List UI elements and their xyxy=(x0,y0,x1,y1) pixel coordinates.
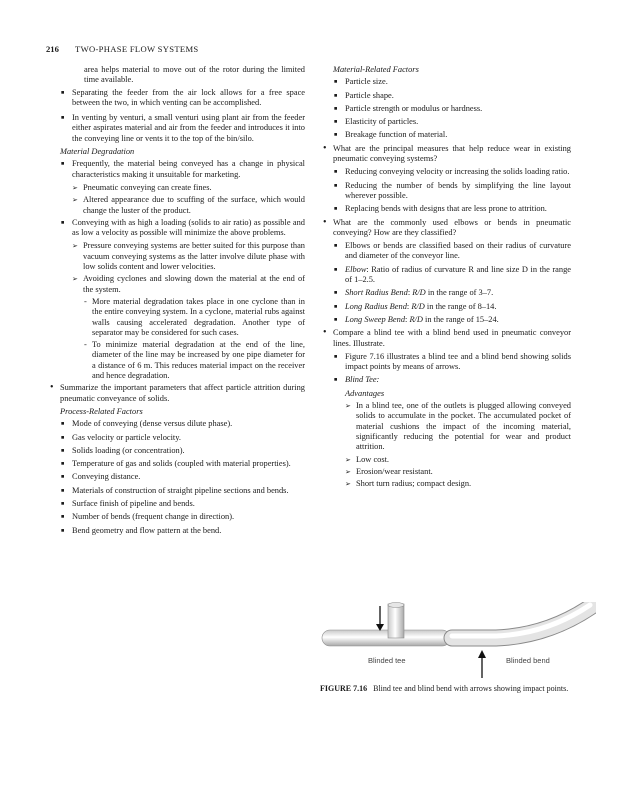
page-number: 216 xyxy=(46,44,59,54)
page-header xyxy=(46,44,198,54)
subheading-process-factors: Process-Related Factors xyxy=(60,406,143,416)
figure-reference: ■ Figure 7.16 illustrates a blind tee and a blind bend showing solids impact points by means of arrows. xyxy=(333,352,571,373)
process-factor: ■ Surface finish of pipeline and bends. xyxy=(60,499,305,509)
wear-measure: ■ Reducing conveying velocity or increasing the solids loading ratio. xyxy=(333,167,571,177)
advantage-item: ➢ Erosion/wear resistant. xyxy=(345,467,571,477)
advantage-item: ➢ In a blind tee, one of the outlets is plugged allowing conveyed solids to accumulate in the pocket. The accumulated pocket of material cushions the impact of the incoming material, significantly reducing the potential for wear and product attrition. xyxy=(345,401,571,452)
process-factor: ■ Number of bends (frequent change in direction). xyxy=(60,512,305,522)
advantages-heading: Advantages xyxy=(345,388,385,398)
caption-text: Blind tee and blind bend with arrows showing impact points. xyxy=(373,684,569,693)
dash-item-cyclone: - More material degradation takes place in one cyclone than in the entire conveying system. In a cyclone, material rubs against walls causing accelerated degradation. Another type of separator may be considered for such cases. xyxy=(84,297,305,338)
left-column xyxy=(60,65,305,539)
arrow-item-fines: ➢ Pneumatic conveying can create fines. xyxy=(72,183,305,193)
process-factor: ■ Temperature of gas and solids (coupled with material properties). xyxy=(60,459,305,469)
tee-horizontal-pipe xyxy=(322,630,450,646)
material-factor: ■ Breakage function of material. xyxy=(333,130,571,140)
bend-short-radius: ■ Short Radius Bend: R/D in the range of 3–7. xyxy=(333,288,571,298)
process-factor: ■ Conveying distance. xyxy=(60,472,305,482)
bend-elbow: ■ Elbow: Ratio of radius of curvature R and line size D in the range of 1–2.5. xyxy=(333,265,571,286)
figure-caption xyxy=(320,684,582,694)
arrow-item-appearance: ➢ Altered appearance due to scuffing of the surface, which would change the luster of the product. xyxy=(72,195,305,216)
bend-impact-arrowhead-icon xyxy=(478,650,486,658)
process-factor: ■ Mode of conveying (dense versus dilute phase). xyxy=(60,419,305,429)
running-title: TWO-PHASE FLOW SYSTEMS xyxy=(75,44,199,54)
figure-blind-tee-bend xyxy=(318,602,596,682)
bullet-high-loading: ■ Conveying with as high a loading (solids to air ratio) as possible and as low a velocity as possible will minimize the above problems. xyxy=(60,218,305,239)
question-blind-tee-bend: • Compare a blind tee with a blind bend used in pneumatic conveyor lines. Illustrate. xyxy=(323,328,571,349)
tee-pipe-end xyxy=(388,603,404,608)
label-blinded-bend: Blinded bend xyxy=(506,656,550,665)
arrow-item-pressure-systems: ➢ Pressure conveying systems are better suited for this purpose than vacuum conveying systems as the latter involve dilute phase with low solids content and lower velocities. xyxy=(72,241,305,272)
blind-tee-heading: ■ Blind Tee: xyxy=(333,375,571,385)
bullet-separating-feeder: ■ Separating the feeder from the air lock allows for a free space between the two, in which venting can be accomplished. xyxy=(60,88,305,109)
dash-item-diameter: - To minimize material degradation at the end of the line, diameter of the line may be increased by one pipe diameter for a distance of 6 m. This reduces material impact on the receiver and hence degradation. xyxy=(84,340,305,381)
process-factor: ■ Materials of construction of straight pipeline sections and bends. xyxy=(60,486,305,496)
bullet-venting-venturi: ■ In venting by venturi, a small venturi using plant air from the feeder either aspirates material and air from the feeder and introduces it into the conveying line or vents it to the top of the bin/silo. xyxy=(60,113,305,144)
wear-measure: ■ Replacing bends with designs that are less prone to attrition. xyxy=(333,204,571,214)
subheading-material-factors: Material-Related Factors xyxy=(333,65,419,74)
bend-long-radius: ■ Long Radius Bend: R/D in the range of 8–14. xyxy=(333,302,571,312)
process-factor: ■ Bend geometry and flow pattern at the bend. xyxy=(60,526,305,536)
material-factor: ■ Particle shape. xyxy=(333,91,571,101)
advantage-item: ➢ Low cost. xyxy=(345,455,571,465)
advantage-item: ➢ Short turn radius; compact design. xyxy=(345,479,571,489)
material-factor: ■ Particle size. xyxy=(333,77,571,87)
tee-vertical-pipe xyxy=(388,604,404,638)
question-elbows-bends: • What are the commonly used elbows or bends in pneumatic conveying? How are they classified? xyxy=(323,218,571,239)
subheading-material-degradation: Material Degradation xyxy=(60,147,135,157)
bend-long-sweep: ■ Long Sweep Bend: R/D in the range of 15–24. xyxy=(333,315,571,325)
bullet-change-characteristics: ■ Frequently, the material being conveyed has a change in physical characteristics making it unsuitable for marketing. xyxy=(60,159,305,180)
wear-measure: ■ Reducing the number of bends by simplifying the line layout wherever possible. xyxy=(333,181,571,202)
bend-classification: ■ Elbows or bends are classified based on their radius of curvature and diameter of the conveyor line. xyxy=(333,241,571,262)
right-column xyxy=(333,65,571,491)
material-factor: ■ Particle strength or modulus or hardness. xyxy=(333,104,571,114)
process-factor: ■ Gas velocity or particle velocity. xyxy=(60,433,305,443)
material-factor: ■ Elasticity of particles. xyxy=(333,117,571,127)
text-continued: area helps material to move out of the rotor during the limited time available. xyxy=(84,65,305,85)
caption-label: FIGURE 7.16 xyxy=(320,684,368,693)
question-reduce-wear: • What are the principal measures that help reduce wear in existing pneumatic conveying systems? xyxy=(323,144,571,165)
question-attrition-parameters: • Summarize the important parameters that affect particle attrition during pneumatic conveyance of solids. xyxy=(50,383,305,404)
label-blinded-tee: Blinded tee xyxy=(368,656,406,665)
arrow-item-avoid-cyclones: ➢ Avoiding cyclones and slowing down the material at the end of the system. xyxy=(72,274,305,295)
process-factor: ■ Solids loading (or concentration). xyxy=(60,446,305,456)
